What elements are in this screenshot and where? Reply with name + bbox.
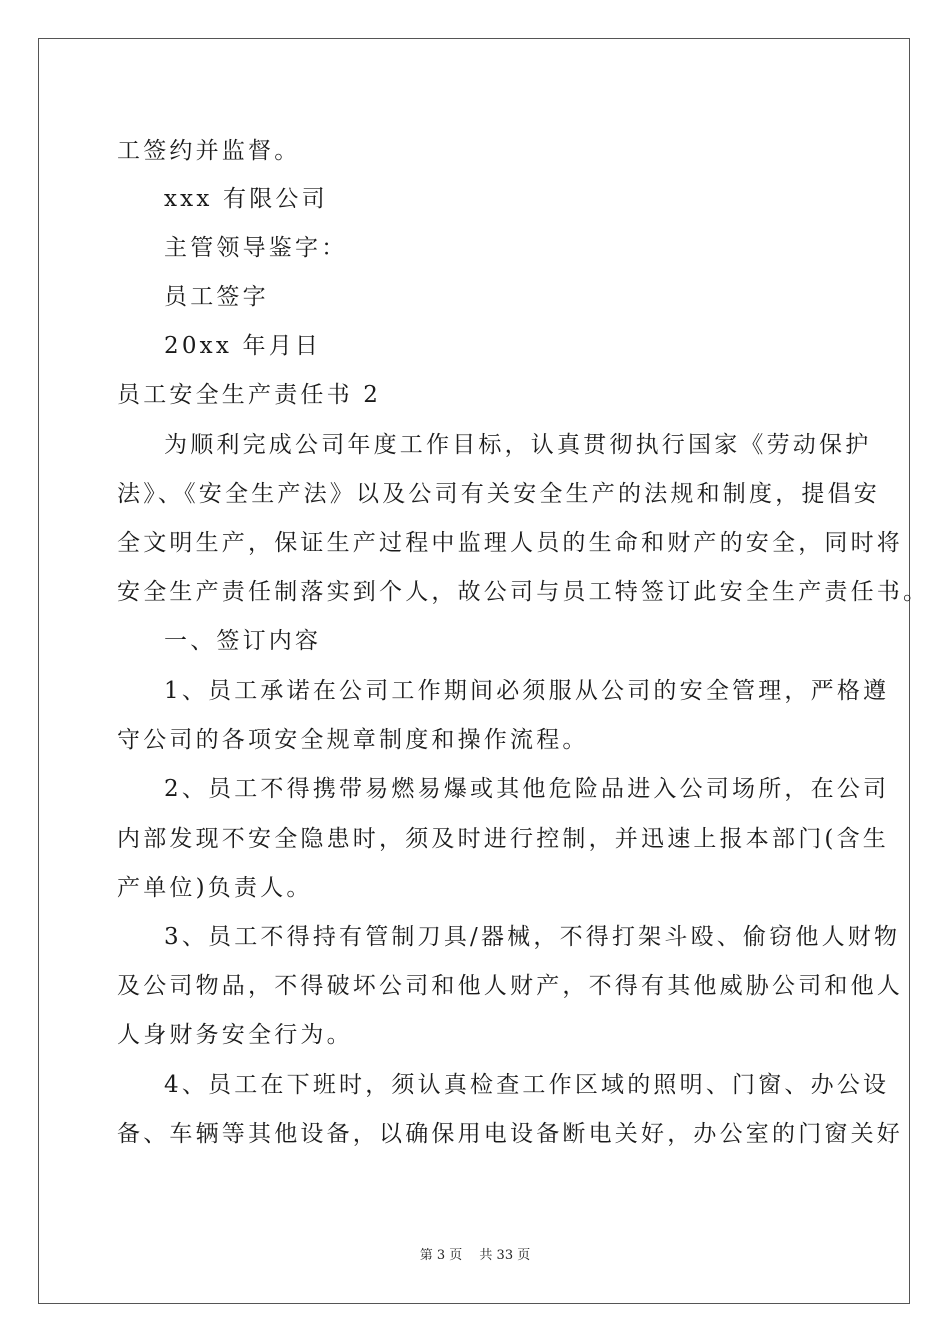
paragraph-line: 2、员工不得携带易燃易爆或其他危险品进入公司场所，在公司 xyxy=(164,776,890,802)
subsection-heading: 一、签订内容 xyxy=(164,628,322,654)
paragraph-line: 产单位)负责人。 xyxy=(117,875,313,901)
paragraph-line: 为顺利完成公司年度工作目标，认真贯彻执行国家《劳动保护 xyxy=(164,432,872,458)
paragraph-line: 1、员工承诺在公司工作期间必须服从公司的安全管理，严格遵 xyxy=(164,678,890,704)
paragraph-line: 法》、《安全生产法》以及公司有关安全生产的法规和制度，提倡安 xyxy=(117,481,880,507)
paragraph-line: 及公司物品，不得破坏公司和他人财产，不得有其他威胁公司和他人 xyxy=(117,973,903,999)
paragraph-line: 4、员工在下班时，须认真检查工作区域的照明、门窗、办公设 xyxy=(164,1072,890,1098)
paragraph-line: 3、员工不得持有管制刀具/器械，不得打架斗殴、偷窃他人财物 xyxy=(164,924,901,950)
paragraph-line: 全文明生产，保证生产过程中监理人员的生命和财产的安全，同时将 xyxy=(117,530,903,556)
paragraph-line: 安全生产责任制落实到个人，故公司与员工特签订此安全生产责任书。 xyxy=(117,579,930,605)
paragraph-line: 内部发现不安全隐患时，须及时进行控制，并迅速上报本部门(含生 xyxy=(117,826,889,852)
page-number-footer: 第 3 页 共 33 页 xyxy=(419,1248,531,1263)
paragraph-line: 备、车辆等其他设备，以确保用电设备断电关好，办公室的门窗关好 xyxy=(117,1121,903,1147)
paragraph-line: 守公司的各项安全规章制度和操作流程。 xyxy=(117,727,589,753)
page-frame xyxy=(38,38,910,1304)
paragraph-line: 人身财务安全行为。 xyxy=(117,1022,353,1048)
employee-signature-line: 员工签字 xyxy=(164,284,269,310)
section-title: 员工安全生产责任书 2 xyxy=(117,382,382,408)
company-name-line: xxx 有限公司 xyxy=(164,186,328,212)
supervisor-signature-line: 主管领导鉴字： xyxy=(164,235,348,261)
date-line: 20xx 年月日 xyxy=(164,333,322,359)
text-line: 工签约并监督。 xyxy=(117,138,301,164)
